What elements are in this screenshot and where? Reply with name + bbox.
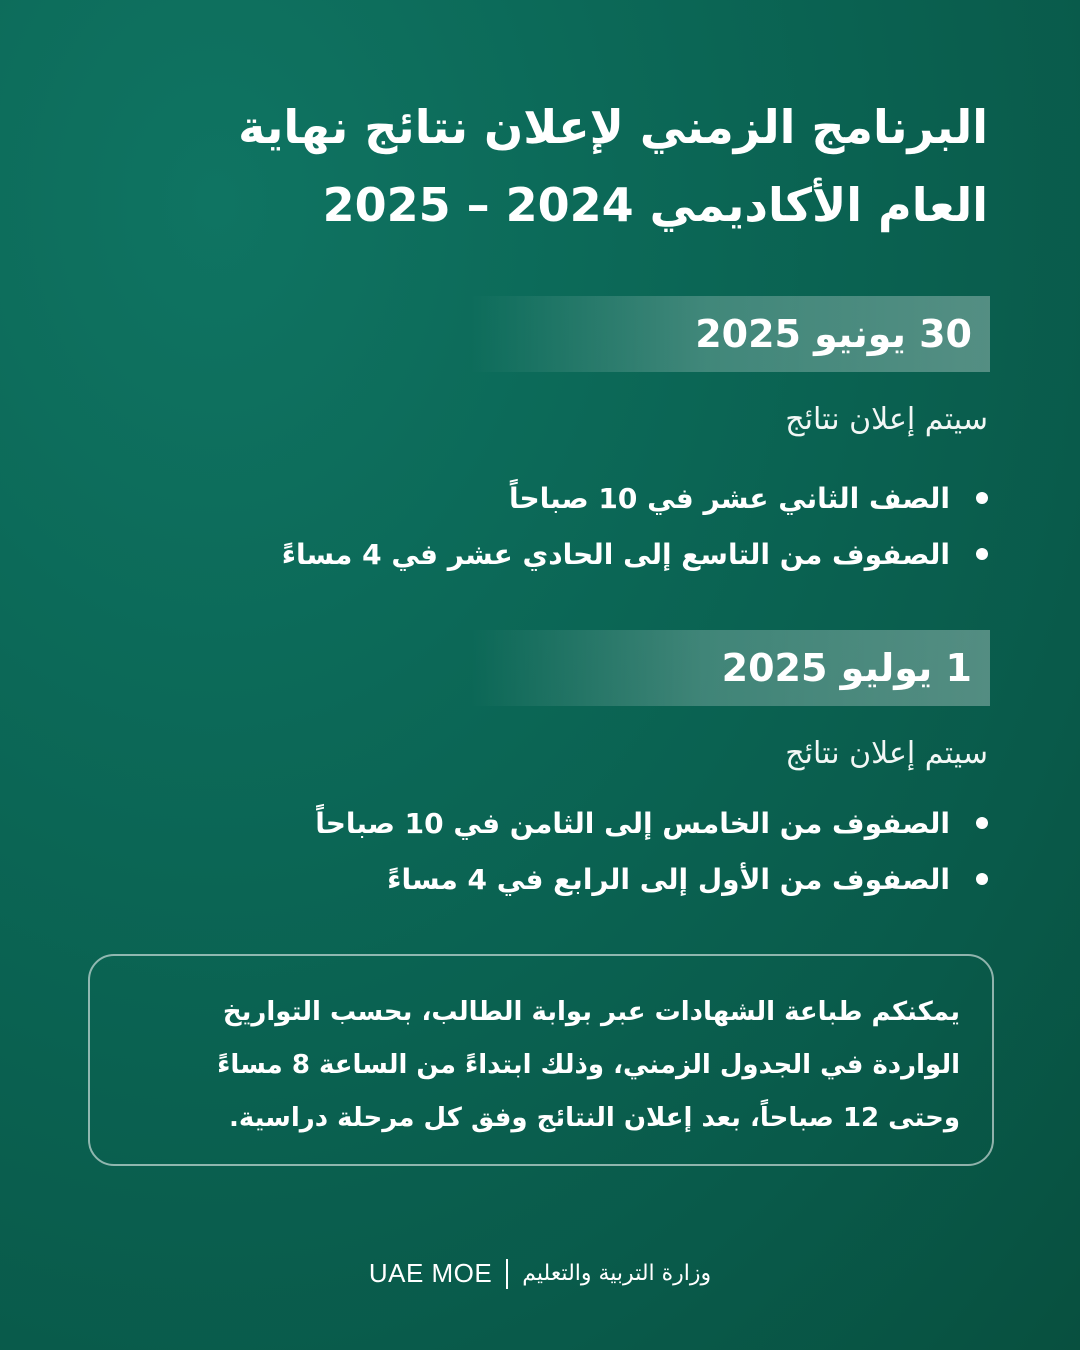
list-item-text: الصفوف من التاسع إلى الحادي عشر في 4 مساءً: [281, 537, 950, 571]
date-label: 30 يونيو 2025: [695, 312, 972, 356]
ministry-footer: [0, 1258, 1080, 1289]
certificate-print-note: [88, 954, 994, 1166]
page-title: [88, 88, 988, 244]
date-banner-july: [470, 630, 990, 706]
list-item: [228, 851, 988, 907]
date-label: 1 يوليو 2025: [721, 646, 972, 690]
list-item: [228, 526, 988, 582]
org-latin-name: UAE MOE: [368, 1258, 493, 1288]
date-banner-june: [470, 296, 990, 372]
list-item-text: الصفوف من الأول إلى الرابع في 4 مساءً: [387, 862, 950, 896]
title-line-2: العام الأكاديمي 2024 – 2025: [322, 178, 988, 232]
results-schedule-list: [228, 470, 988, 582]
footer-divider: [506, 1259, 508, 1289]
org-arabic-name: وزارة التربية والتعليم: [522, 1261, 712, 1286]
note-line-3: وحتى 12 صباحاً، بعد إعلان النتائج وفق كل مرحلة دراسية.: [229, 1103, 960, 1133]
bullet-dot-icon: [976, 548, 988, 560]
note-line-2: الواردة في الجدول الزمني، وذلك ابتداءً من الساعة 8 مساءً: [217, 1050, 960, 1080]
list-item: [228, 470, 988, 526]
list-item: [228, 795, 988, 851]
results-schedule-list: [228, 795, 988, 907]
list-item-text: الصف الثاني عشر في 10 صباحاً: [508, 481, 950, 515]
bullet-dot-icon: [976, 817, 988, 829]
bullet-dot-icon: [976, 492, 988, 504]
note-line-1: يمكنكم طباعة الشهادات عبر بوابة الطالب، بحسب التواريخ: [222, 997, 960, 1027]
bullet-dot-icon: [976, 873, 988, 885]
section-intro-text: سيتم إعلان نتائج: [785, 402, 988, 437]
section-intro-text: سيتم إعلان نتائج: [785, 736, 988, 771]
list-item-text: الصفوف من الخامس إلى الثامن في 10 صباحاً: [315, 806, 950, 840]
title-line-1: البرنامج الزمني لإعلان نتائج نهاية: [238, 100, 988, 154]
